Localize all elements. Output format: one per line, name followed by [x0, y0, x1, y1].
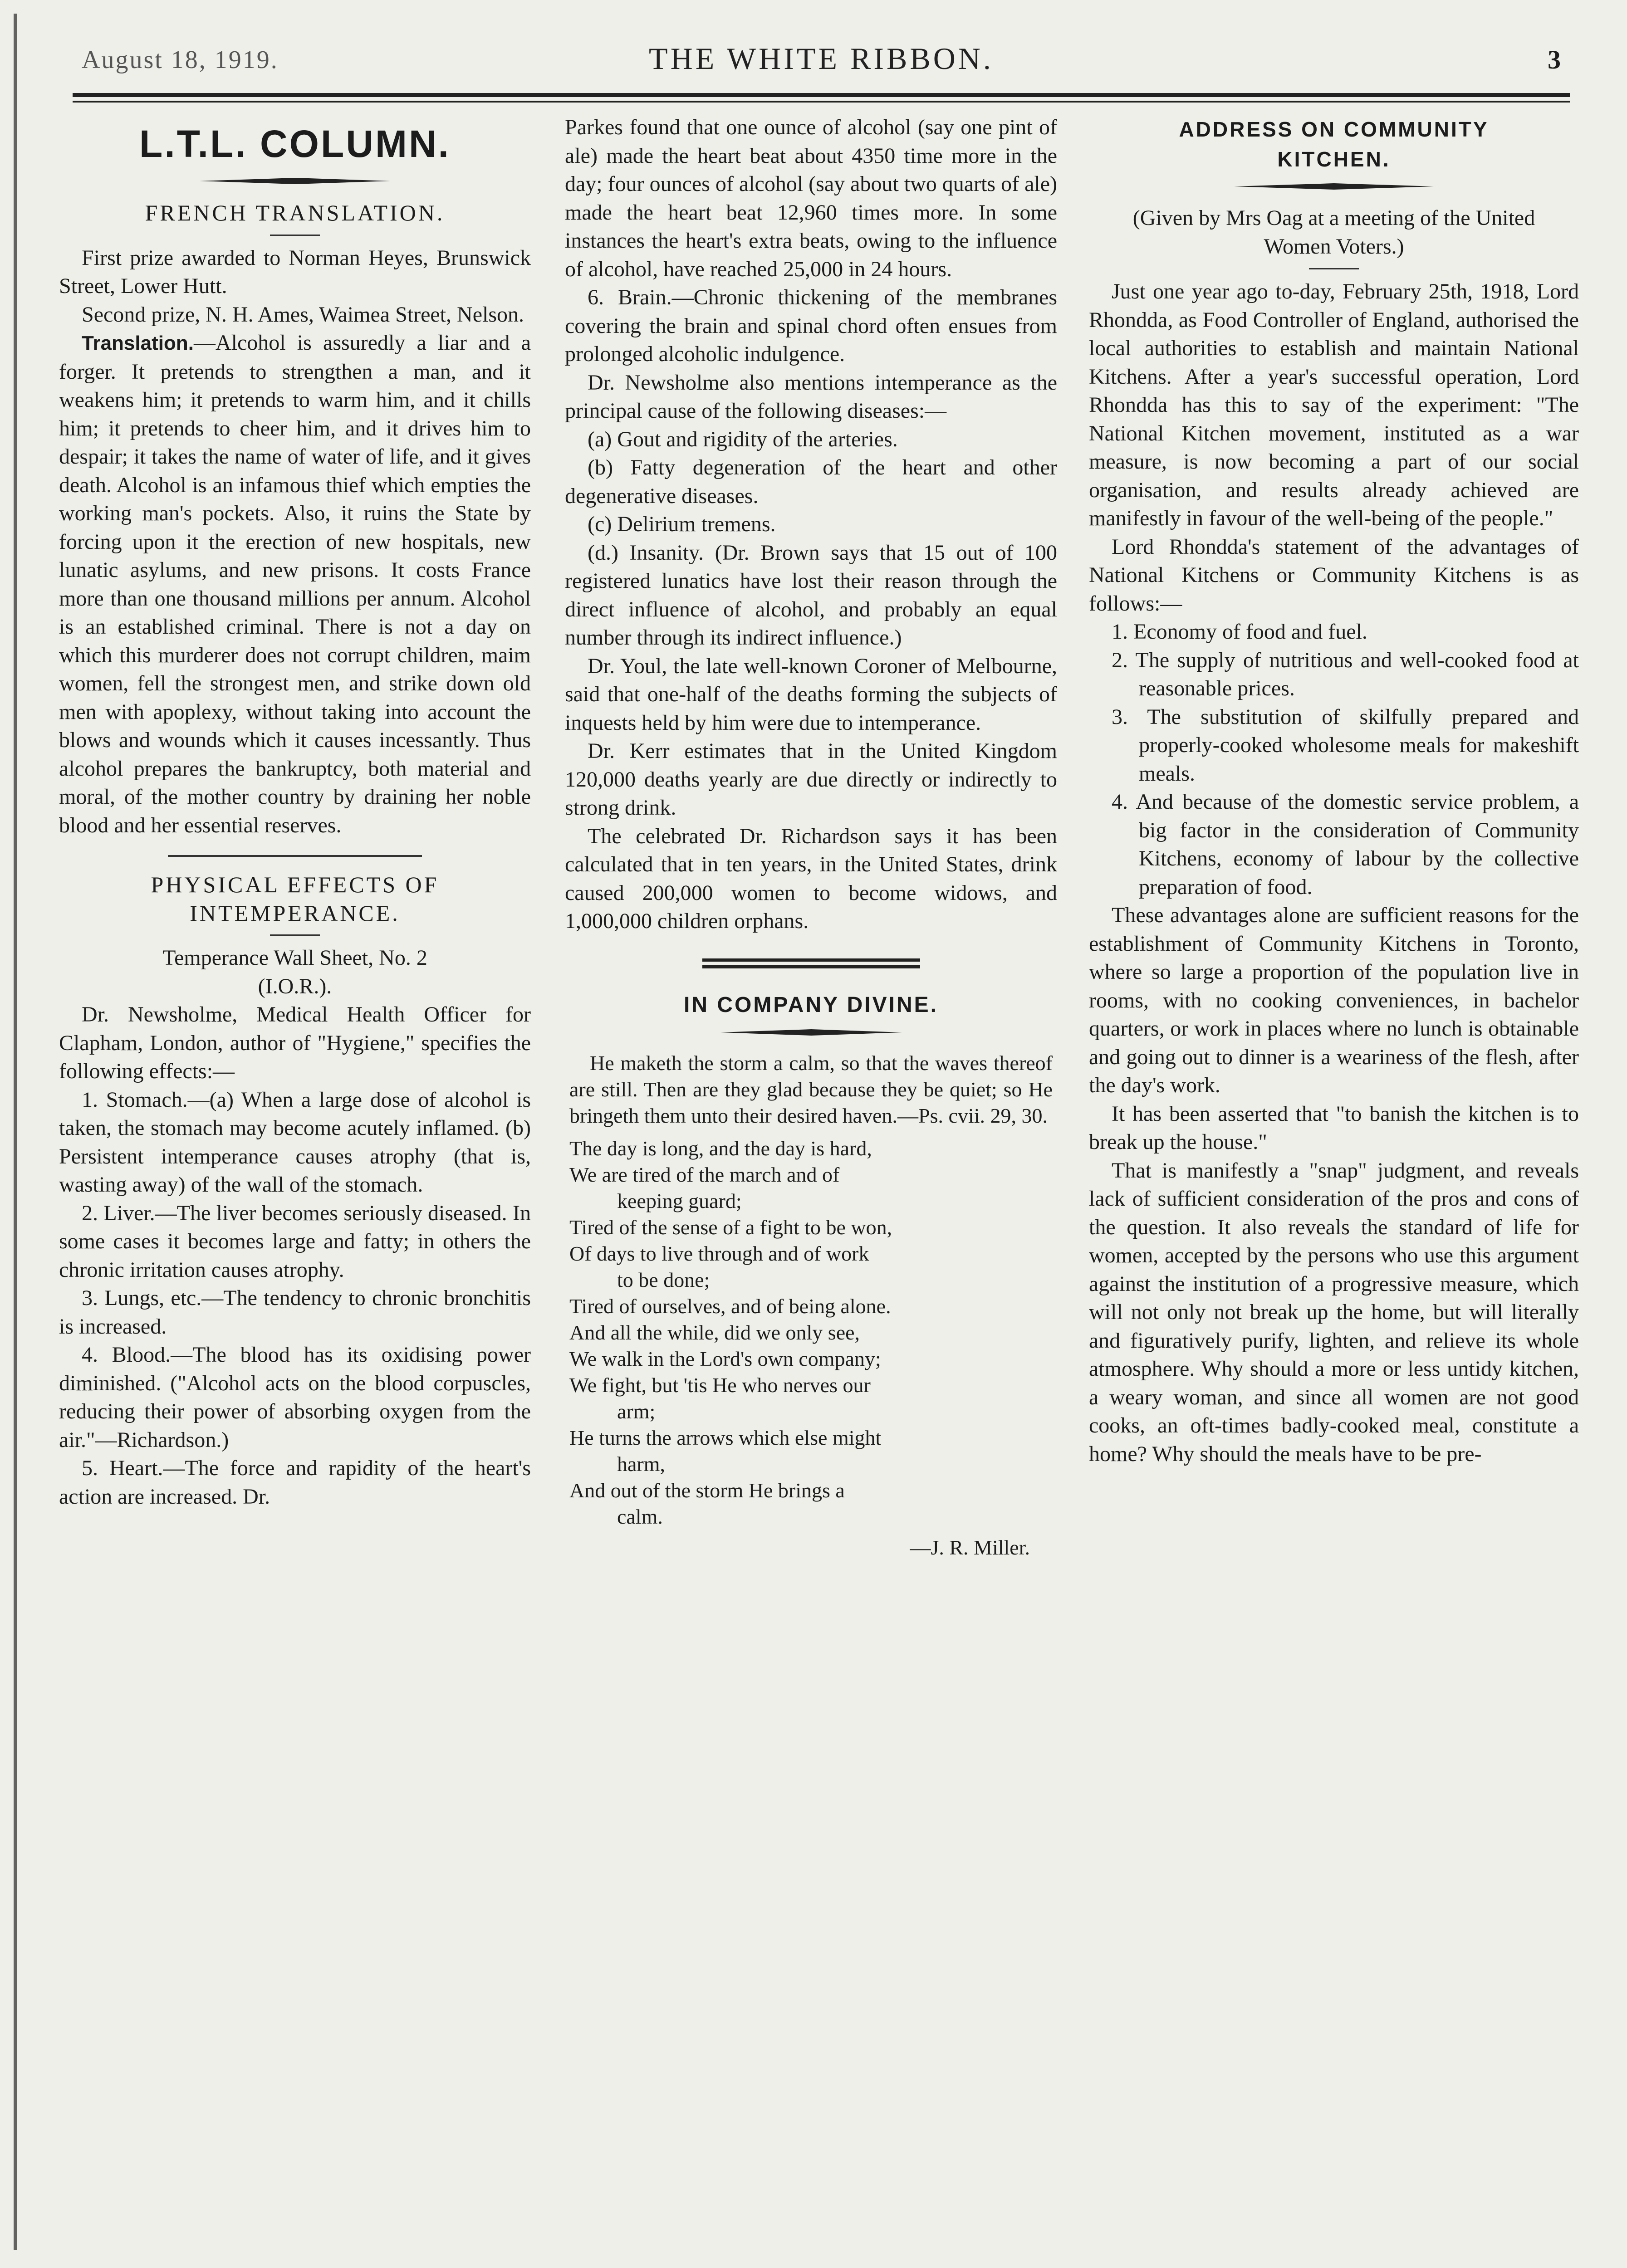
wall-sheet-line: Temperance Wall Sheet, No. 2 — [162, 946, 427, 970]
poem-stanza — [565, 1135, 1057, 1530]
advantage-labour: 4. And because of the domestic service problem, a big factor in the consideration of Community Kitchens, economy of labour by the collective preparation of food. — [1112, 790, 1579, 899]
page-header — [82, 36, 1561, 91]
poem-line: And out of the storm He brings a — [569, 1478, 845, 1502]
advantage-nutritious-food: 2. The supply of nutritious and well-cooked food at reasonable prices. — [1112, 648, 1579, 700]
poem-line: calm. — [617, 1505, 663, 1528]
poem-line: keeping guard; — [617, 1189, 742, 1212]
disease-fatty-heart: (b) Fatty degeneration of the heart and other degenerative diseases. — [565, 455, 1057, 508]
issue-date: August 18, 1919. — [82, 46, 279, 74]
translation-label: Translation. — [82, 332, 194, 354]
short-rule — [1309, 268, 1359, 269]
poem-line: He turns the arrows which else might — [569, 1426, 882, 1449]
poem-line: Tired of ourselves, and of being alone. — [569, 1294, 891, 1318]
binding-edge — [14, 14, 17, 2250]
youl-paragraph: Dr. Youl, the late well-known Coroner of Melbourne, said that one-half of the deaths forming the subjects of inquests held by him were due to intemperance. — [565, 654, 1057, 735]
toronto-paragraph: These advantages alone are sufficient reasons for the establishment of Community Kitchens in Toronto, where so large a proportion of the population live in rooms, with no cooking conveniences, in bachelor quarters, or work in places where no lunch is obtainable and going out to dinner is a weariness of the flesh, after the day's work. — [1089, 903, 1579, 1097]
newsholme-intro: Dr. Newsholme, Medical Health Officer for Clapham, London, author of "Hygiene," specifies the following effects:— — [59, 1002, 531, 1083]
first-prize: First prize awarded to Norman Heyes, Brunswick Street, Lower Hutt. — [59, 245, 531, 298]
rhondda-paragraph: Just one year ago to-day, February 25th, 1918, Lord Rhondda, as Food Controller of England, authorised the local authorities to establish and maintain National Kitchens. After a year's successful operation, Lord Rhondda has this to say of the experiment: "The National Kitchen movement, instituted as a war measure, is now becoming a part of our social organisation, and results already achieved are manifestly in favour of the well-being of the people." — [1089, 279, 1579, 530]
advantage-economy: 1. Economy of food and fuel. — [1112, 620, 1367, 644]
poem-line: We are tired of the march and of — [569, 1163, 840, 1186]
ornament-rule-icon — [1234, 181, 1434, 191]
section-rule — [168, 855, 422, 857]
poem-line: Tired of the sense of a fight to be won, — [569, 1215, 892, 1239]
effect-brain: 6. Brain.—Chronic thickening of the membranes covering the brain and spinal chord often ensues from prolonged alcoholic indulgence. — [565, 285, 1057, 366]
ornament-rule-icon — [200, 176, 390, 186]
richardson-paragraph: The celebrated Dr. Richardson says it has been calculated that in ten years, in the United States, drink caused 200,000 women to become widows, and 1,000,000 children orphans. — [565, 824, 1057, 933]
translation-paragraph — [59, 329, 531, 840]
translation-text: —Alcohol is assuredly a liar and a forger. It pretends to strengthen a man, and it weakens him; it pretends to warm him, and it chills him; it pretends to cheer him, and it drives him to despair; it takes the name of water of life, and it gives death. Alcohol is an infamous thief which empties the working man's pockets. Also, it ruins the State by forcing upon it the erection of new hospitals, new lunatic asylums, and new prisons. It costs France more than one thousand millions per annum. Alcohol is an established criminal. There is not a day on which this murderer does not corrupt children, maim women, fell the strongest men, and strike down old men with apoplexy, without taking into account the blows and wounds which it causes incessantly. Thus alcohol prepares the bankruptcy, both material and moral, of the mother country by draining her noble blood and her essential reserves. — [59, 331, 531, 837]
newspaper-title: THE WHITE RIBBON. — [649, 41, 994, 76]
second-prize: Second prize, N. H. Ames, Waimea Street, Nelson. — [82, 302, 524, 327]
ltl-column-title: L.T.L. COLUMN. — [139, 122, 451, 165]
poem-line: The day is long, and the day is hard, — [569, 1136, 872, 1160]
parkes-paragraph: Parkes found that one ounce of alcohol (say one pint of ale) made the heart beat about 4350 time more in the day; four ounces of alcohol (say about two quarts of ale) made the heart beat 12,960 times more. In some instances the heart's extra beats, owing to the influence of alcohol, have reached 25,000 in 24 hours. — [565, 115, 1057, 281]
effect-blood: 4. Blood.—The blood has its oxidising power diminished. ("Alcohol acts on the blood corpuscles, reducing their power of absorbing oxygen from the air."—Richardson.) — [59, 1343, 531, 1452]
poem-line: to be done; — [617, 1268, 710, 1291]
effect-heart: 5. Heart.—The force and rapidity of the heart's action are increased. Dr. — [59, 1456, 531, 1509]
diseases-intro: Dr. Newsholme also mentions intemperance as the principal cause of the following diseases:— — [565, 370, 1057, 423]
banish-kitchen-paragraph: It has been asserted that "to banish the kitchen is to break up the house." — [1089, 1101, 1579, 1154]
column-community-kitchen — [1089, 113, 1579, 2245]
physical-effects-heading: PHYSICAL EFFECTS OF INTEMPERANCE. — [151, 872, 439, 926]
column-ltl — [59, 113, 531, 2245]
given-by-note: (Given by Mrs Oag at a meeting of the United Women Voters.) — [1132, 206, 1535, 259]
disease-gout: (a) Gout and rigidity of the arteries. — [588, 427, 898, 451]
short-rule — [270, 934, 320, 936]
effect-stomach: 1. Stomach.—(a) When a large dose of alcohol is taken, the stomach may become acutely inflamed. (b) Persistent intemperance causes atrophy (that is, wasting away) of the wall of the stomach. — [59, 1087, 531, 1197]
psalm-epigraph: He maketh the storm a calm, so that the waves thereof are still. Then are they glad because they be quiet; so He bringeth them unto their desired haven.—Ps. cvii. 29, 30. — [569, 1051, 1053, 1127]
poem-line: Of days to live through and of work — [569, 1242, 869, 1265]
kitchen-title-line1: ADDRESS ON COMMUNITY — [1179, 117, 1489, 141]
effect-lungs: 3. Lungs, etc.—The tendency to chronic bronchitis is increased. — [59, 1286, 531, 1339]
advantages-intro: Lord Rhondda's statement of the advantages of National Kitchens or Community Kitchens is as follows:— — [1089, 534, 1579, 616]
poem-title: IN COMPANY DIVINE. — [684, 992, 938, 1017]
poem-line: We walk in the Lord's own company; — [569, 1347, 881, 1370]
header-rule-thin — [73, 101, 1570, 103]
effect-liver: 2. Liver.—The liver becomes seriously diseased. In some cases it becomes large and fatty; in others the chronic irritation causes atrophy. — [59, 1201, 531, 1282]
poem-line: We fight, but 'tis He who nerves our — [569, 1373, 871, 1397]
poem-line: And all the while, did we only see, — [569, 1320, 860, 1344]
poem-line: arm; — [617, 1399, 656, 1423]
poem — [565, 1050, 1057, 1561]
poem-signature: —J. R. Miller. — [910, 1535, 1030, 1559]
short-rule — [270, 235, 320, 236]
page-number: 3 — [1548, 45, 1561, 74]
ornament-rule-icon — [720, 1027, 902, 1037]
disease-delirium: (c) Delirium tremens. — [588, 512, 776, 536]
kitchen-title-line2: KITCHEN. — [1277, 147, 1391, 171]
header-rule-thick — [73, 93, 1570, 97]
column-middle — [565, 113, 1057, 2245]
snap-judgment-paragraph: That is manifestly a "snap" judgment, and reveals lack of sufficient consideration of the pros and cons of the question. It also reveals the standard of life for women, accepted by the persons who use this argument against the institution of a progressive measure, which will not only not break up the home, but will literally and figuratively purify, lighten, and relieve its whole atmosphere. Why should a more or less untidy kitchen, a weary woman, and since all women are not good cooks, an oft-times badly-cooked meal, constitute a home? Why should the meals have to be pre- — [1089, 1158, 1579, 1466]
disease-insanity: (d.) Insanity. (Dr. Brown says that 15 out of 100 registered lunatics have lost their reason through the direct influence of alcohol, and probably an equal number through its indirect influence.) — [565, 540, 1057, 650]
advantage-skilful-meals: 3. The substitution of skilfully prepared and properly-cooked wholesome meals for makeshift meals. — [1112, 704, 1579, 786]
double-rule — [702, 958, 920, 968]
kerr-paragraph: Dr. Kerr estimates that in the United Kingdom 120,000 deaths yearly are due directly or indirectly to strong drink. — [565, 739, 1057, 820]
wall-sheet-order: (I.O.R.). — [258, 974, 332, 998]
french-translation-heading: FRENCH TRANSLATION. — [145, 200, 445, 225]
poem-line: harm, — [617, 1452, 666, 1476]
